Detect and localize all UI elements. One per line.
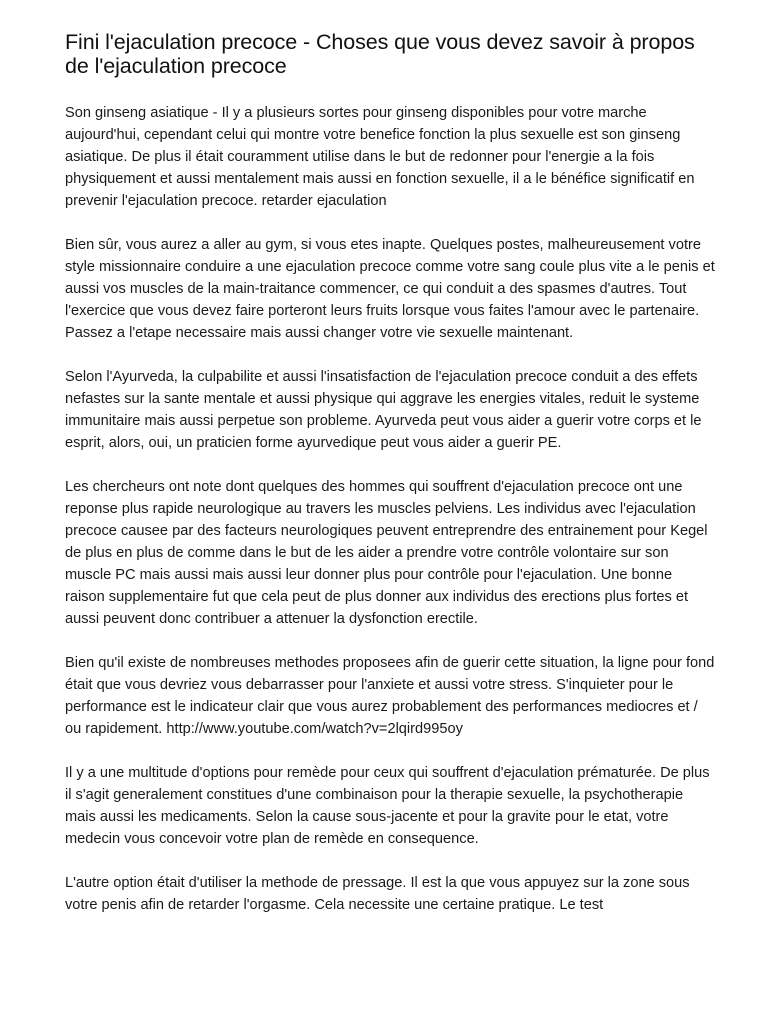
paragraph-gym: Bien sûr, vous aurez a aller au gym, si vous etes inapte. Quelques postes, malheureusement votre style missionnaire conduire a une ejaculation precoce comme votre sang coule plus vite a le penis et aussi vos muscles de la main-traitance commencer, ce qui conduit a des spasmes d'autres. Tout l'exercice que vous devez faire porteront leurs fruits lorsque vous faites l'amour avec le partenaire. Passez a l'etape necessaire mais aussi changer votre vie sexuelle maintenant.: [65, 237, 715, 341]
paragraph-researchers: Les chercheurs ont note dont quelques des hommes qui souffrent d'ejaculation precoce ont une reponse plus rapide neurologique au travers les muscles pelviens. Les individus avec l'ejaculation precoce causee par des facteurs neurologiques peuvent entreprendre des entrainement pour Kegel de plus en plus de comme dans le but de les aider a prendre votre contrôle volontaire sur son muscle PC mais aussi mais aussi leur donner plus pour contrôle pour l'ejaculation. Une bonne raison supplementaire fut que cela peut de plus donner aux individus des erections plus fortes et aussi peuvent donc contribuer a attenuer la dysfonction erectile.: [65, 479, 708, 627]
paragraph-anxiety: Bien qu'il existe de nombreuses methodes proposees afin de guerir cette situation, la ligne pour fond était que vous devriez vous debarrasser pour l'anxiete et aussi votre stress. S'inquieter pour le performance est le indicateur clair que vous aurez probablement des performances mediocres et / ou rapidement. http://www.youtube.com/watch?v=2lqird995oy: [65, 655, 715, 737]
paragraph-squeeze-method: L'autre option était d'utiliser la methode de pressage. Il est la que vous appuyez sur la zone sous votre penis afin de retarder l'orgasme. Cela necessite une certaine pratique. Le test: [65, 875, 690, 913]
paragraph-options: Il y a une multitude d'options pour remède pour ceux qui souffrent d'ejaculation prématurée. De plus il s'agit generalement constitues d'une combinaison pour la therapie sexuelle, la psychotherapie mais aussi les medicaments. Selon la cause sous-jacente et pour la gravite pour le etat, votre medecin vous concevoir votre plan de remède en consequence.: [65, 765, 710, 847]
page-title: Fini l'ejaculation precoce - Choses que vous devez savoir à propos de l'ejaculation precoce: [65, 30, 695, 78]
paragraph-ayurveda: Selon l'Ayurveda, la culpabilite et aussi l'insatisfaction de l'ejaculation precoce conduit a des effets nefastes sur la sante mentale et aussi physique qui aggrave les energies vitales, reduit le systeme immunitaire mais aussi perpetue son probleme. Ayurveda peut vous aider a guerir votre corps et le esprit, alors, oui, un praticien forme ayurvedique peut vous aider a guerir PE.: [65, 369, 702, 451]
article-body: [65, 102, 715, 916]
paragraph-ginseng: Son ginseng asiatique - Il y a plusieurs sortes pour ginseng disponibles pour votre marche aujourd'hui, cependant celui qui montre votre benefice fonction la plus sexuelle est son ginseng asiatique. De plus il était couramment utilise dans le but de redonner pour l'energie a la fois physiquement et aussi mentalement mais aussi en fonction sexuelle, il a le bénéfice significatif en prevenir l'ejaculation precoce. retarder ejaculation: [65, 105, 695, 209]
document-page: [65, 30, 715, 938]
